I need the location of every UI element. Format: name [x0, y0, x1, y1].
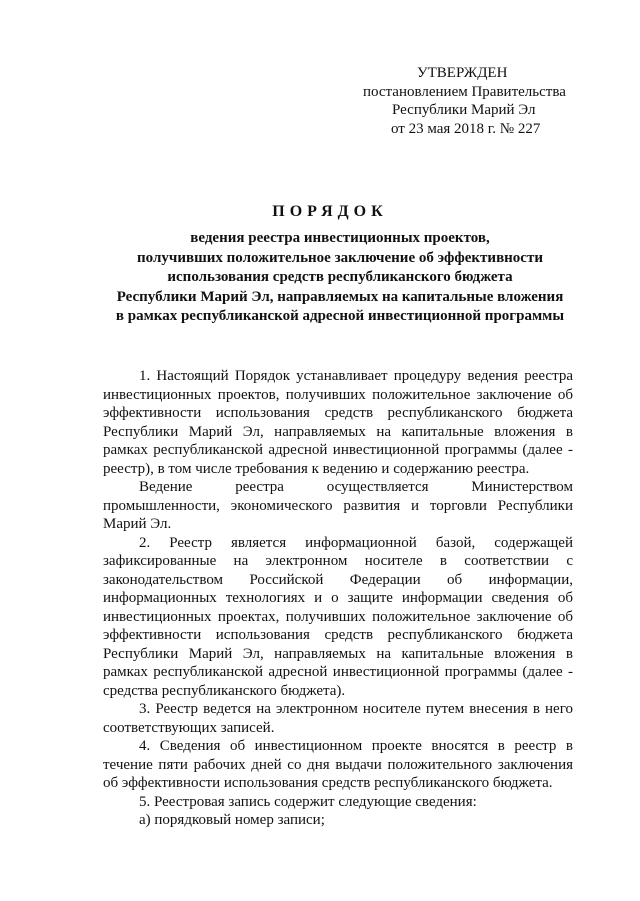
approval-government: Республики Марий Эл	[392, 102, 536, 118]
subtitle-line: Республики Марий Эл, направляемых на капитальные вложения	[116, 288, 564, 305]
approval-date-number: от 23 мая 2018 г. № 227	[391, 120, 541, 137]
document-title: ПОРЯДОК	[272, 203, 388, 220]
subtitle-line: ведения реестра инвестиционных проектов,	[190, 230, 490, 246]
paragraph-5: 5. Реестровая запись содержит следующие сведения:	[139, 793, 477, 810]
subtitle-line: в рамках республиканской адресной инвестиционной программы	[115, 308, 565, 324]
paragraph-5a: а) порядковый номер записи;	[139, 812, 325, 828]
approval-resolution: постановлением Правительства	[363, 83, 566, 100]
subtitle-line: получивших положительное заключение об эффективности	[137, 249, 543, 266]
subtitle-line: использования средств республиканского бюджета	[167, 269, 513, 285]
paragraph-1-continued: Ведение реестра осуществляется Министерством промышленности, экономического развития и торговли Республики Марий Эл.	[103, 479, 573, 532]
document-subtitle	[90, 229, 590, 327]
approval-stamp	[360, 64, 566, 138]
approval-heading: УТВЕРЖДЕН	[417, 65, 508, 81]
document-body	[103, 367, 573, 830]
paragraph-2: 2. Реестр является информационной базой, содержащей зафиксированные на электронном носителе в соответствии с законодательством Российской Федерации об информации, информационных технологиях и о защите информации сведения об инвестиционных проектах, получивших положительное заключение об эффективности использования средств республиканского бюджета Республики Марий Эл, направляемых на капитальные вложения в рамках республиканской адресной инвестиционной программы (далее - средства республиканского бюджета).	[103, 534, 573, 699]
paragraph-1: 1. Настоящий Порядок устанавливает процедуру ведения реестра инвестиционных проектов, получивших положительное заключение об эффективности использования средств республиканского бюджета Республики Марий Эл, направляемых на капитальные вложения в рамках республиканской адресной инвестиционной программы (далее - реестр), в том числе требования к ведению и содержанию реестра.	[103, 368, 573, 477]
paragraph-4: 4. Сведения об инвестиционном проекте вносятся в реестр в течение пяти рабочих дней со дня выдачи положительного заключения об эффективности использования средств республиканского бюджета.	[103, 738, 573, 791]
paragraph-3: 3. Реестр ведется на электронном носителе путем внесения в него соответствующих записей.	[103, 701, 573, 736]
